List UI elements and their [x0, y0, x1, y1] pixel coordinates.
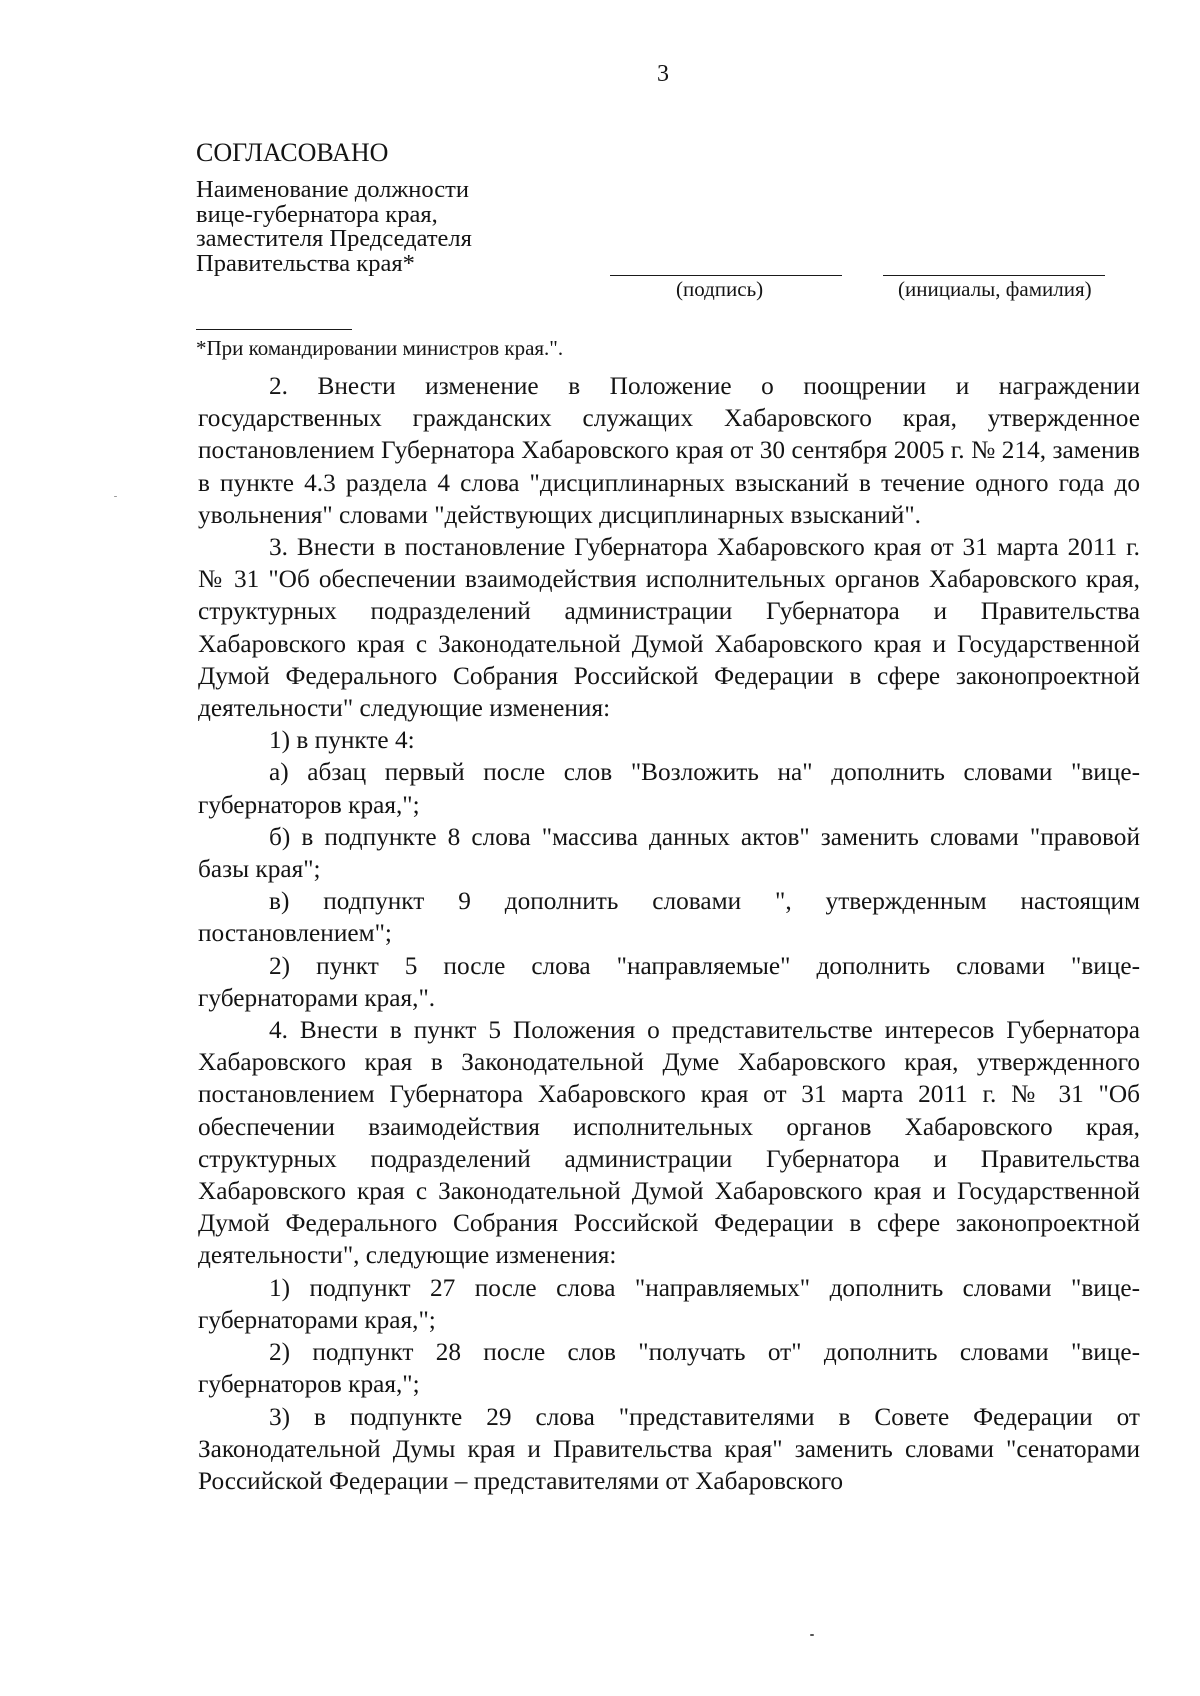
approval-title: СОГЛАСОВАНО — [196, 138, 389, 167]
paragraph-4-item-1: 1) подпункт 27 после слова "направляемых" дополнить словами "вице-губернаторами края,"; — [198, 1273, 1140, 1334]
name-caption: (инициалы, фамилия) — [898, 277, 1092, 301]
scan-speck — [114, 496, 117, 497]
paragraph-3-item-1b: б) в подпункте 8 слова "массива данных актов" заменить словами "правовой базы края"; — [198, 822, 1140, 884]
paragraph-4-item-2: 2) подпункт 28 после слов "получать от" дополнить словами "вице-губернаторов края,"; — [198, 1338, 1140, 1399]
position-line: заместителя Председателя — [196, 225, 472, 252]
approval-position-block — [196, 178, 616, 276]
page-number: 3 — [657, 61, 669, 87]
paragraph-3-item-1: 1) в пункте 4: — [269, 726, 415, 755]
signature-caption: (подпись) — [676, 277, 764, 301]
name-line — [883, 275, 1105, 276]
paragraph-3-item-1a: а) абзац первый после слов "Возложить на" дополнить словами "вице-губернаторов края,"; — [198, 758, 1140, 819]
signature-line — [610, 275, 842, 276]
paragraph-2: 2. Внести изменение в Положение о поощрении и награждении государственных гражданских служащих Хабаровского края, утвержденное постановлением Губернатора Хабаровского края от 30 сентября 2005 г. № 214, заменив в пункте 4.3 раздела 4 слова "дисциплинарных взысканий в течение одного года до увольнения" словами "действующих дисциплинарных взысканий". — [198, 372, 1140, 529]
position-line: Наименование должности — [196, 176, 469, 203]
paragraph-4-item-3: 3) в подпункте 29 слова "представителями в Совете Федерации от Законодательной Думы края и Правительства края" заменить словами "сенаторами Российской Федерации – представителями от Хабаровского — [198, 1402, 1140, 1495]
position-line: Правительства края* — [196, 249, 415, 277]
footnote: *При командировании министров края.". — [196, 336, 564, 360]
position-line: вице-губернатора края, — [196, 200, 438, 228]
paragraph-3-item-1c: в) подпункт 9 дополнить словами ", утвержденным настоящим постановлением"; — [198, 887, 1140, 948]
paragraph-4: 4. Внести в пункт 5 Положения о представительстве интересов Губернатора Хабаровского края в Законодательной Думе Хабаровского края, утвержденного постановлением Губернатора Хабаровского края от 31 марта 2011 г. № 31 "Об обеспечении взаимодействия исполнительных органов Хабаровского края, структурных подразделений администрации Губернатора и Правительства Хабаровского края с Законодательной Думой Хабаровского края и Государственной Думой Федерального Собрания Российской Федерации в сфере законопроектной деятельности", следующие изменения: — [198, 1016, 1140, 1270]
scan-speck — [810, 1634, 814, 1636]
paragraph-3-item-2: 2) пункт 5 после слова "направляемые" дополнить словами "вице-губернаторами края,". — [198, 951, 1140, 1012]
document-body — [198, 370, 1140, 1497]
footnote-divider — [196, 329, 352, 330]
paragraph-3: 3. Внести в постановление Губернатора Хабаровского края от 31 марта 2011 г. № 31 "Об обеспечении взаимодействия исполнительных органов Хабаровского края, структурных подразделений администрации Губернатора и Правительства Хабаровского края с Законодательной Думой Хабаровского края и Государственной Думой Федерального Собрания Российской Федерации в сфере законопроектной деятельности" следующие изменения: — [198, 533, 1140, 723]
